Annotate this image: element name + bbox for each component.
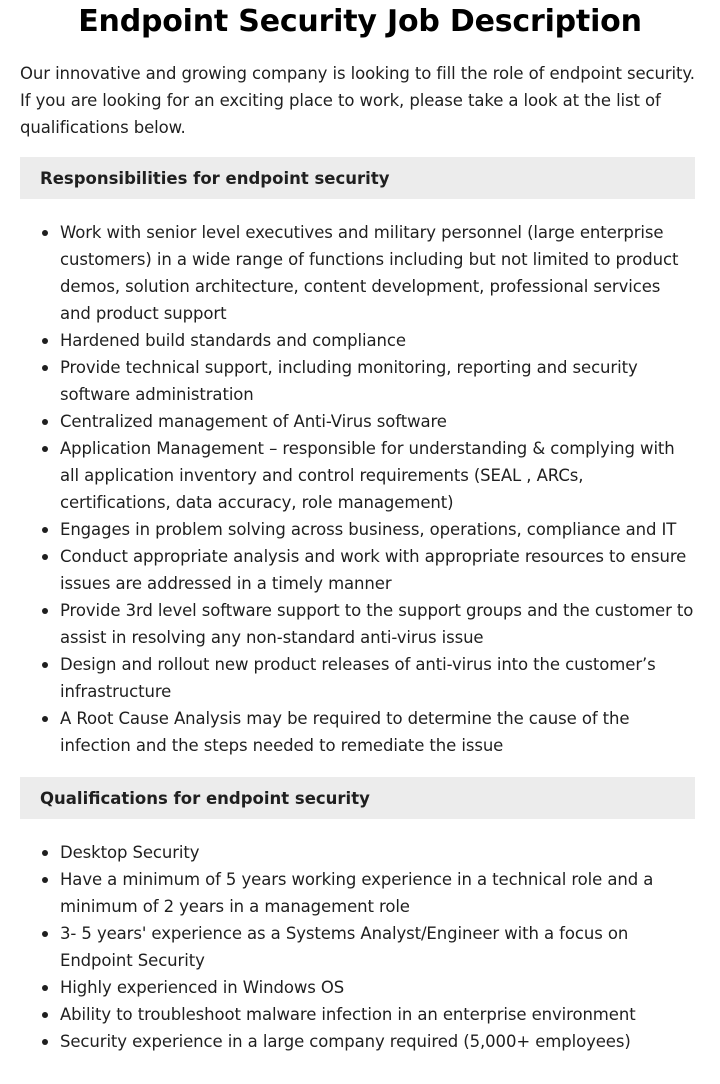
bullet-icon: [42, 985, 48, 991]
bullet-icon: [42, 527, 48, 533]
qualification-text: Security experience in a large company required (5,000+ employees): [60, 1032, 631, 1051]
responsibility-item: [40, 543, 695, 597]
bullet-icon: [42, 608, 48, 614]
responsibility-text: Centralized management of Anti-Virus software: [60, 412, 447, 431]
responsibility-text: Engages in problem solving across business, operations, compliance and IT: [60, 520, 677, 539]
responsibility-item: [40, 516, 695, 543]
bullet-icon: [42, 662, 48, 668]
responsibility-text: Hardened build standards and compliance: [60, 331, 406, 350]
bullet-icon: [42, 365, 48, 371]
qualification-item: [40, 1028, 695, 1055]
bullet-icon: [42, 554, 48, 560]
bullet-icon: [42, 446, 48, 452]
responsibility-item: [40, 354, 695, 408]
responsibilities-heading: Responsibilities for endpoint security: [20, 157, 695, 199]
bullet-icon: [42, 850, 48, 856]
bullet-icon: [42, 877, 48, 883]
qualifications-heading: Qualifications for endpoint security: [20, 777, 695, 819]
responsibility-item: [40, 435, 695, 516]
qualification-text: Ability to troubleshoot malware infection in an enterprise environment: [60, 1005, 636, 1024]
qualifications-list: [40, 839, 695, 1055]
qualification-item: [40, 920, 695, 974]
qualification-item: [40, 866, 695, 920]
qualification-text: Have a minimum of 5 years working experience in a technical role and a minimum of 2 years in a management role: [60, 870, 654, 916]
responsibility-text: Work with senior level executives and military personnel (large enterprise customers) in a wide range of functions including but not limited to product demos, solution architecture, content development, professional services and product support: [60, 223, 679, 323]
responsibility-text: Application Management – responsible for understanding & complying with all application inventory and control requirements (SEAL , ARCs, certifications, data accuracy, role management): [60, 439, 675, 512]
responsibility-item: [40, 597, 695, 651]
qualification-item: [40, 839, 695, 866]
responsibility-text: Conduct appropriate analysis and work with appropriate resources to ensure issues are addressed in a timely manner: [60, 547, 687, 593]
responsibility-text: A Root Cause Analysis may be required to determine the cause of the infection and the steps needed to remediate the issue: [60, 709, 630, 755]
intro-paragraph: Our innovative and growing company is looking to fill the role of endpoint security. If you are looking for an exciting place to work, please take a look at the list of qualifications below.: [20, 64, 695, 137]
qualification-item: [40, 1001, 695, 1028]
qualification-text: Desktop Security: [60, 843, 200, 862]
responsibility-item: [40, 327, 695, 354]
responsibility-item: [40, 408, 695, 435]
page-title: Endpoint Security Job Description: [78, 4, 642, 39]
qualification-item: [40, 974, 695, 1001]
qualification-text: Highly experienced in Windows OS: [60, 978, 345, 997]
responsibility-text: Provide 3rd level software support to the support groups and the customer to assist in resolving any non-standard anti-virus issue: [60, 601, 694, 647]
bullet-icon: [42, 230, 48, 236]
responsibility-item: [40, 651, 695, 705]
bullet-icon: [42, 338, 48, 344]
responsibility-text: Provide technical support, including monitoring, reporting and security software administration: [60, 358, 638, 404]
bullet-icon: [42, 419, 48, 425]
bullet-icon: [42, 1012, 48, 1018]
qualification-text: 3- 5 years' experience as a Systems Analyst/Engineer with a focus on Endpoint Security: [60, 924, 629, 970]
responsibility-item: [40, 705, 695, 759]
responsibility-item: [40, 219, 695, 327]
bullet-icon: [42, 716, 48, 722]
responsibility-text: Design and rollout new product releases of anti-virus into the customer’s infrastructure: [60, 655, 656, 701]
bullet-icon: [42, 931, 48, 937]
responsibilities-list: [40, 219, 695, 759]
bullet-icon: [42, 1039, 48, 1045]
